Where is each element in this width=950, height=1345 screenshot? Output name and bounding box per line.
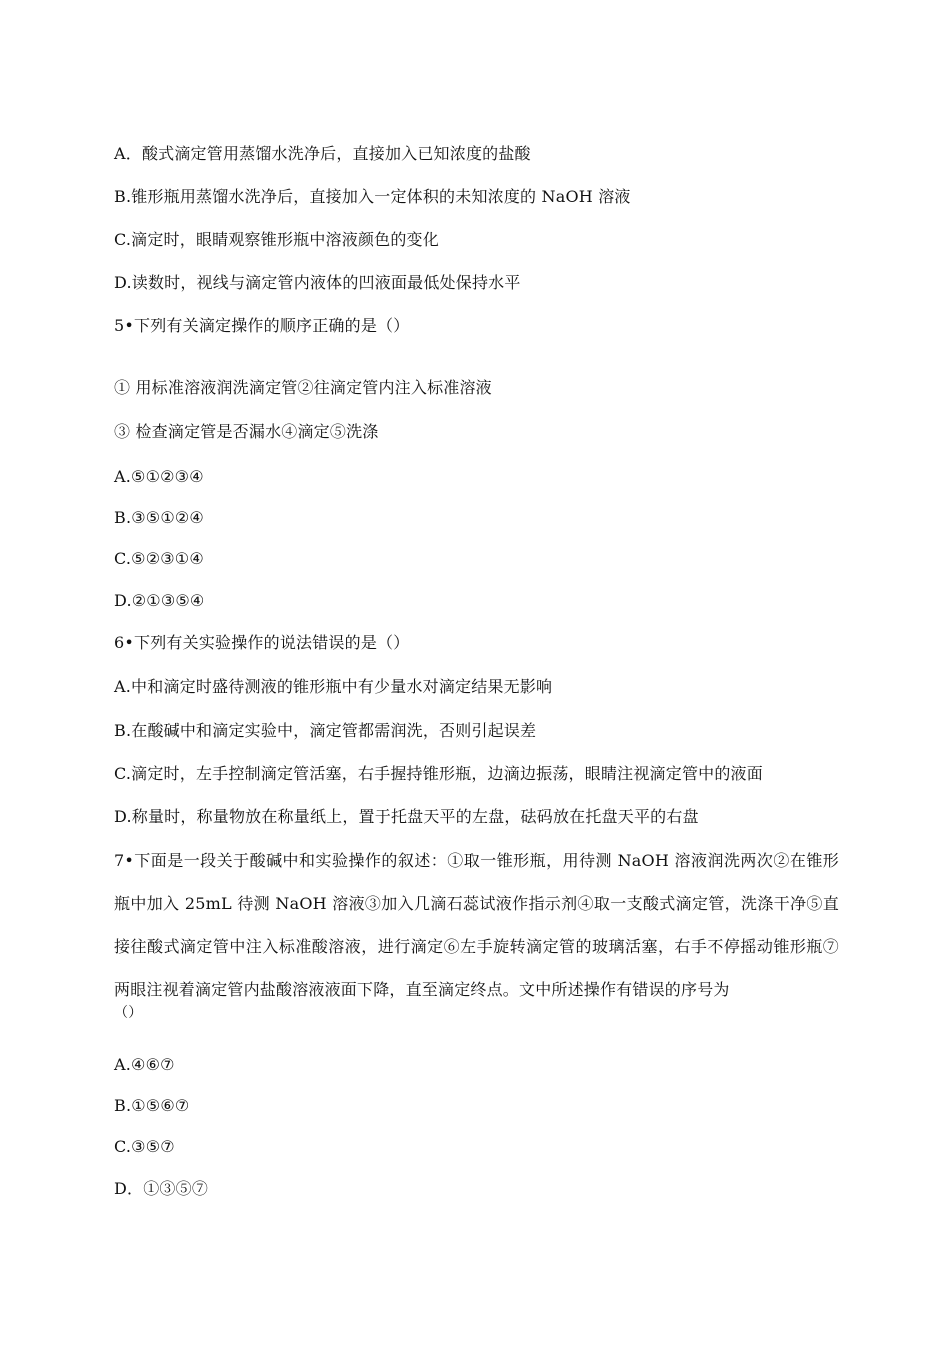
q5-option-a: A.⑤①②③④ — [114, 467, 204, 486]
q6-option-a: A.中和滴定时盛待测液的锥形瓶中有少量水对滴定结果无影响 — [114, 677, 553, 696]
q7-question-text: 7•下面是一段关于酸碱中和实验操作的叙述：①取一锥形瓶，用待测 NaOH 溶液润洗两次②在锥形瓶中加入 25mL 待测 NaOH 溶液③加入几滴石蕊试液作指示剂④取一支酸式滴定管，洗涤干净⑤直接往酸式滴定管中注入标准酸溶液，进行滴定⑥左手旋转滴定管的玻璃活塞，右手不停摇动锥形瓶⑦两眼注视着滴定管内盐酸溶液液面下降，直至滴定终点。文中所述操作有错误的序号为 — [114, 851, 839, 999]
q4-option-a: A．酸式滴定管用蒸馏水洗净后，直接加入已知浓度的盐酸 — [114, 144, 531, 163]
q5-question: 5•下列有关滴定操作的顺序正确的是（） — [114, 316, 410, 335]
q4-option-c: C.滴定时，眼睛观察锥形瓶中溶液颜色的变化 — [114, 230, 439, 249]
q5-option-d: D.②①③⑤④ — [114, 591, 205, 610]
q7-question — [114, 839, 839, 1023]
q5-steps-line-2: ③ 检查滴定管是否漏水④滴定⑤洗涤 — [114, 422, 379, 441]
q4-option-d: D.读数时，视线与滴定管内液体的凹液面最低处保持水平 — [114, 273, 521, 292]
q4-option-b: B.锥形瓶用蒸馏水洗净后，直接加入一定体积的未知浓度的 NaOH 溶液 — [114, 187, 631, 206]
q6-option-d: D.称量时，称量物放在称量纸上，置于托盘天平的左盘，砝码放在托盘天平的右盘 — [114, 807, 699, 826]
q7-option-d: D．①③⑤⑦ — [114, 1179, 209, 1198]
q5-option-c: C.⑤②③①④ — [114, 549, 204, 568]
q6-option-b: B.在酸碱中和滴定实验中，滴定管都需润洗，否则引起误差 — [114, 721, 537, 740]
q7-option-b: B.①⑤⑥⑦ — [114, 1096, 190, 1115]
q7-option-c: C.③⑤⑦ — [114, 1137, 175, 1156]
q6-question: 6•下列有关实验操作的说法错误的是（） — [114, 633, 410, 652]
q7-question-answer-bracket: （） — [114, 1005, 143, 1021]
q5-steps-line-1: ① 用标准溶液润洗滴定管②往滴定管内注入标准溶液 — [114, 378, 492, 397]
q6-option-c: C.滴定时，左手控制滴定管活塞，右手握持锥形瓶，边滴边振荡，眼睛注视滴定管中的液面 — [114, 764, 763, 783]
q5-option-b: B.③⑤①②④ — [114, 508, 204, 527]
q7-option-a: A.④⑥⑦ — [114, 1055, 175, 1074]
